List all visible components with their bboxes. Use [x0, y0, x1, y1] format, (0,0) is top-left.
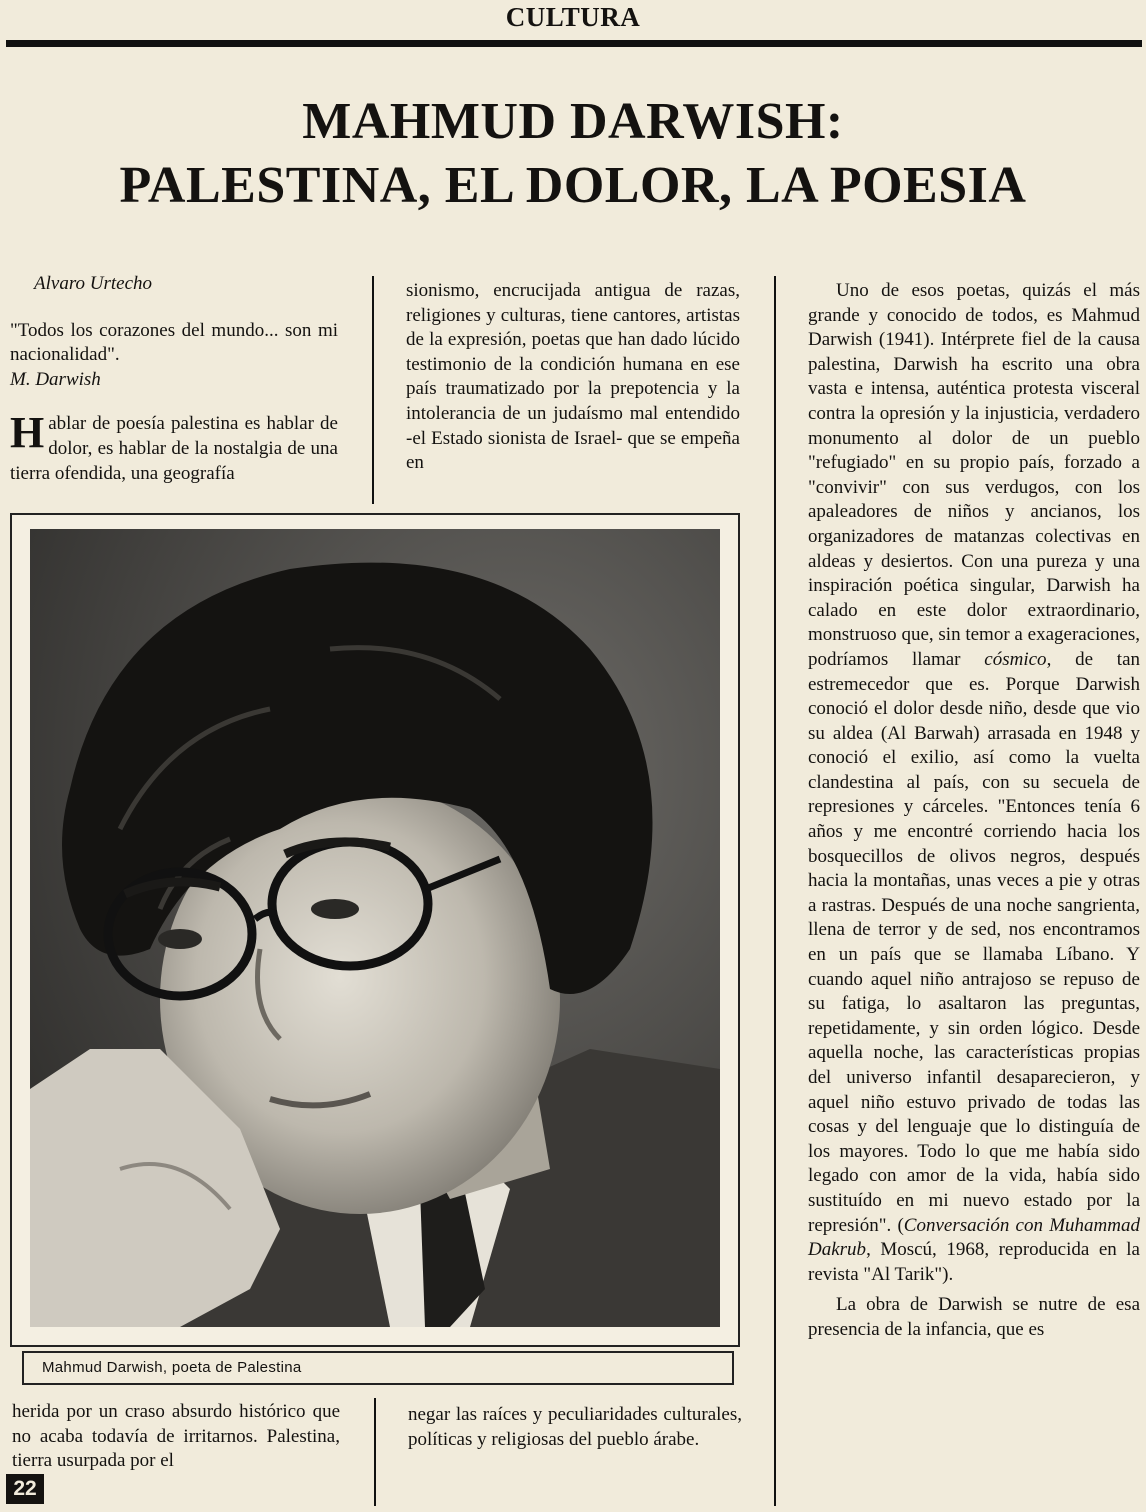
epigraph-text: "Todos los corazones del mundo... son mi nacionalidad".	[10, 319, 338, 366]
column-divider-1-top	[372, 276, 374, 504]
column-divider-2	[774, 276, 776, 1506]
emphasis-cosmico: cósmico	[984, 648, 1047, 670]
column-2-top-text: sionismo, encrucijada antigua de razas, religiones y culturas, tiene cantores, artistas de la expresión, poetas que han dado lúcido testimonio de la condición humana en ese país traumatizado por la prepotencia y la intolerancia de un judaísmo mal entendido -el Estado sionista de Israel- que se empeña en	[406, 280, 740, 474]
page-number: 22	[6, 1474, 44, 1504]
column-1-bottom	[12, 1400, 340, 1474]
article-title-line-2: PALESTINA, EL DOLOR, LA POESIA	[119, 157, 1027, 214]
column-1-bottom-text: herida por un craso absurdo histórico que no acaba todavía de irritarnos. Palestina, tierra usurpada por el	[12, 1401, 340, 1472]
column-3	[808, 279, 1140, 1343]
column-2-top	[406, 279, 740, 476]
epigraph	[10, 319, 338, 393]
photo-frame	[10, 513, 740, 1347]
column-2-bottom-text: negar las raíces y peculiaridades culturales, políticas y religiosas del pueblo árabe.	[408, 1404, 742, 1450]
photo-caption: Mahmud Darwish, poeta de Palestina	[22, 1351, 734, 1385]
portrait-illustration	[30, 529, 720, 1327]
emphasis-source-title: Conversación con Muhammad Dakrub	[808, 1214, 1141, 1261]
section-label: CULTURA	[505, 2, 641, 32]
column-3-paragraph-1: Uno de esos poetas, quizás el más grande y conocido de todos, es Mahmud Darwish (1941). Intérprete fiel de la causa palestina, Darwish ha escrito una obra vasta e intensa, auténtica protesta visceral contra la opresión y la injusticia, verdadero monumento al dolor de un pueblo "refugiado" en su propio país, forzado a "convivir" con sus verdugos, con los apaleadores de niños y ancianos, los organizadores de matanzas colectivas en aldeas y desiertos. Con una pureza y una inspiración poética singular, Darwish ha calado en este dolor extraordinario, monstruoso que, sin temor a exageraciones, podríamos llamar cósmico, de tan estremecedor que es. Porque Darwish conoció el dolor desde niño, desde que vio su aldea (Al Barwah) arrasada en 1948 y conoció el exilio, así como la vuelta clandestina al país, con su secuela de represiones y cárceles. "Entonces tenía 6 años y me encontré corriendo hacia los bosquecillos de olivos negros, después hacia la montañas, unas veces a pie y otras a rastras. Después de una noche sangrienta, llena de terror y de sed, nos encontramos en un país que se llamaba Líbano. Y cuando aquel niño antrajoso se repuso de su fatiga, lo asaltaron las preguntas, repetidamente, y sin orden lógico. Desde aquella noche, las características propias del universo infantil desaparecieron, y aquel niño estuvo privado de todas las cosas y del lenguaje que lo distinguía de los mayores. Todo lo que me había sido legado con amor de la vida, había sido sustituído en mi nuevo estado por la represión". (Conversación con Muhammad Dakrub, Moscú, 1968, reproducida en la revista "Al Tarik").	[808, 280, 1141, 1285]
author-byline: Alvaro Urtecho	[34, 273, 153, 294]
drop-cap: H	[10, 408, 45, 458]
epigraph-signature: M. Darwish	[10, 368, 101, 390]
column-1-top	[10, 272, 338, 486]
intro-text: ablar de poesía palestina es hablar de dolor, es hablar de la nostalgia de una tierra ofendida, una geografía	[10, 413, 338, 484]
portrait-photo	[30, 529, 720, 1327]
header-rule	[6, 40, 1142, 47]
intro-paragraph	[10, 408, 338, 486]
column-divider-1-bottom	[374, 1398, 376, 1506]
article-title-line-1: MAHMUD DARWISH:	[302, 93, 844, 150]
column-2-bottom	[408, 1403, 742, 1452]
column-3-paragraph-2: La obra de Darwish se nutre de esa presencia de la infancia, que es	[808, 1294, 1140, 1340]
